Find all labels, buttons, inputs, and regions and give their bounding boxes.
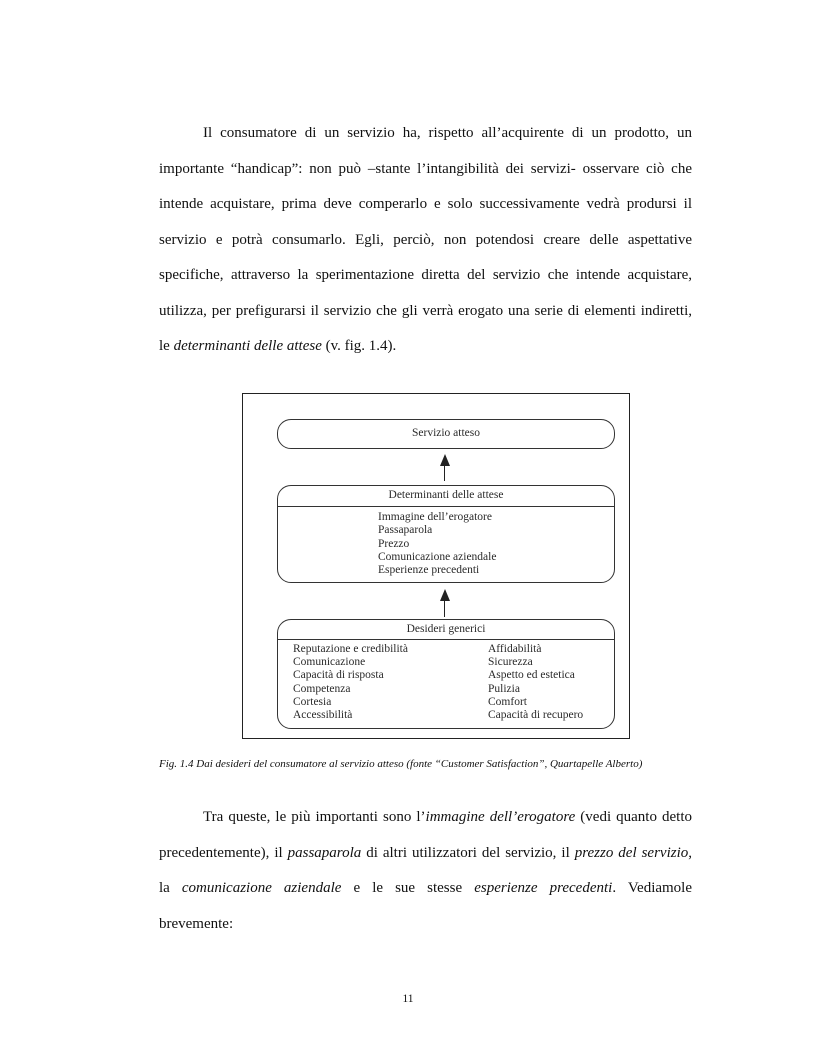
determinants-box [277, 485, 615, 583]
list-item: Pulizia [488, 682, 520, 695]
list-item: Immagine dell’erogatore [378, 511, 492, 523]
up-arrow-icon [440, 454, 450, 481]
list-item: Passaparola [378, 524, 433, 537]
list-item: Comfort [488, 695, 527, 708]
paragraph-italic: immagine dell’erogatore [425, 809, 576, 825]
list-item: Sicurezza [488, 656, 533, 669]
generic-desires-box [277, 619, 615, 729]
paragraph-text: Il consumatore di un servizio ha, rispetto all’acquirente di un prodotto, un importante “handicap”: non può –stante l’intangibilità dei servizi- osservare ciò che intende acquistare, prima deve comperarlo e solo successivamente vedrà prodursi il servizio e potrà consumarlo. Egli, perciò, non potendosi creare delle aspettative specifiche, attraverso la sperimentazione diretta del servizio che intende acquistare, utilizza, per prefigurarsi il servizio che gli verrà erogato una serie di elementi indiretti, le [159, 125, 692, 354]
paragraph-italic: esperienze precedenti [474, 880, 613, 896]
determinants-list [378, 511, 496, 577]
paragraph-text: , la [159, 844, 692, 896]
paragraph-text: di altri utilizzatori del servizio, il [361, 844, 575, 861]
list-item: Cortesia [293, 695, 332, 708]
list-item: Competenza [293, 682, 351, 695]
paragraph-text: . Vediamole brevemente: [159, 880, 693, 932]
figure-caption: Fig. 1.4 Dai desideri del consumatore al servizio atteso (fonte “Customer Satisfaction”, Quartapelle Alberto) [159, 758, 643, 770]
up-arrow-icon [440, 589, 450, 617]
divider [278, 639, 614, 640]
list-item: Comunicazione aziendale [378, 550, 497, 563]
list-item: Prezzo [378, 537, 410, 550]
list-item: Accessibilità [293, 709, 353, 722]
determinants-title: Determinanti delle attese [388, 489, 504, 501]
body-paragraph-2 [159, 800, 692, 942]
list-item: Aspetto ed estetica [488, 669, 575, 682]
paragraph-end: (v. fig. 1.4). [321, 338, 397, 354]
desires-list-left [293, 643, 408, 722]
paragraph-italic: passaparola [287, 844, 362, 861]
list-item: Capacità di recupero [488, 709, 584, 722]
paragraph-italic: prezzo del servizio [574, 844, 689, 861]
body-paragraph-1 [159, 116, 692, 365]
figure-diagram [242, 393, 630, 739]
generic-desires-title: Desideri generici [406, 623, 486, 635]
expected-service-label: Servizio atteso [411, 427, 481, 439]
list-item: Reputazione e credibilità [293, 643, 408, 655]
paragraph-text: (vedi quanto detto precedentemente), il [159, 809, 692, 861]
desires-list-right [488, 643, 583, 722]
list-item: Comunicazione [293, 656, 366, 669]
paragraph-text: e le sue stesse [341, 880, 475, 896]
page-number: 11 [402, 993, 414, 1005]
list-item: Esperienze precedenti [378, 564, 480, 577]
expected-service-box [277, 419, 615, 449]
paragraph-text: Tra queste, le più importanti sono l’ [203, 809, 426, 825]
divider [278, 506, 614, 507]
paragraph-italic: determinanti delle attese [173, 338, 322, 354]
list-item: Affidabilità [488, 643, 542, 655]
list-item: Capacità di risposta [293, 669, 384, 682]
paragraph-italic: comunicazione aziendale [181, 880, 342, 896]
